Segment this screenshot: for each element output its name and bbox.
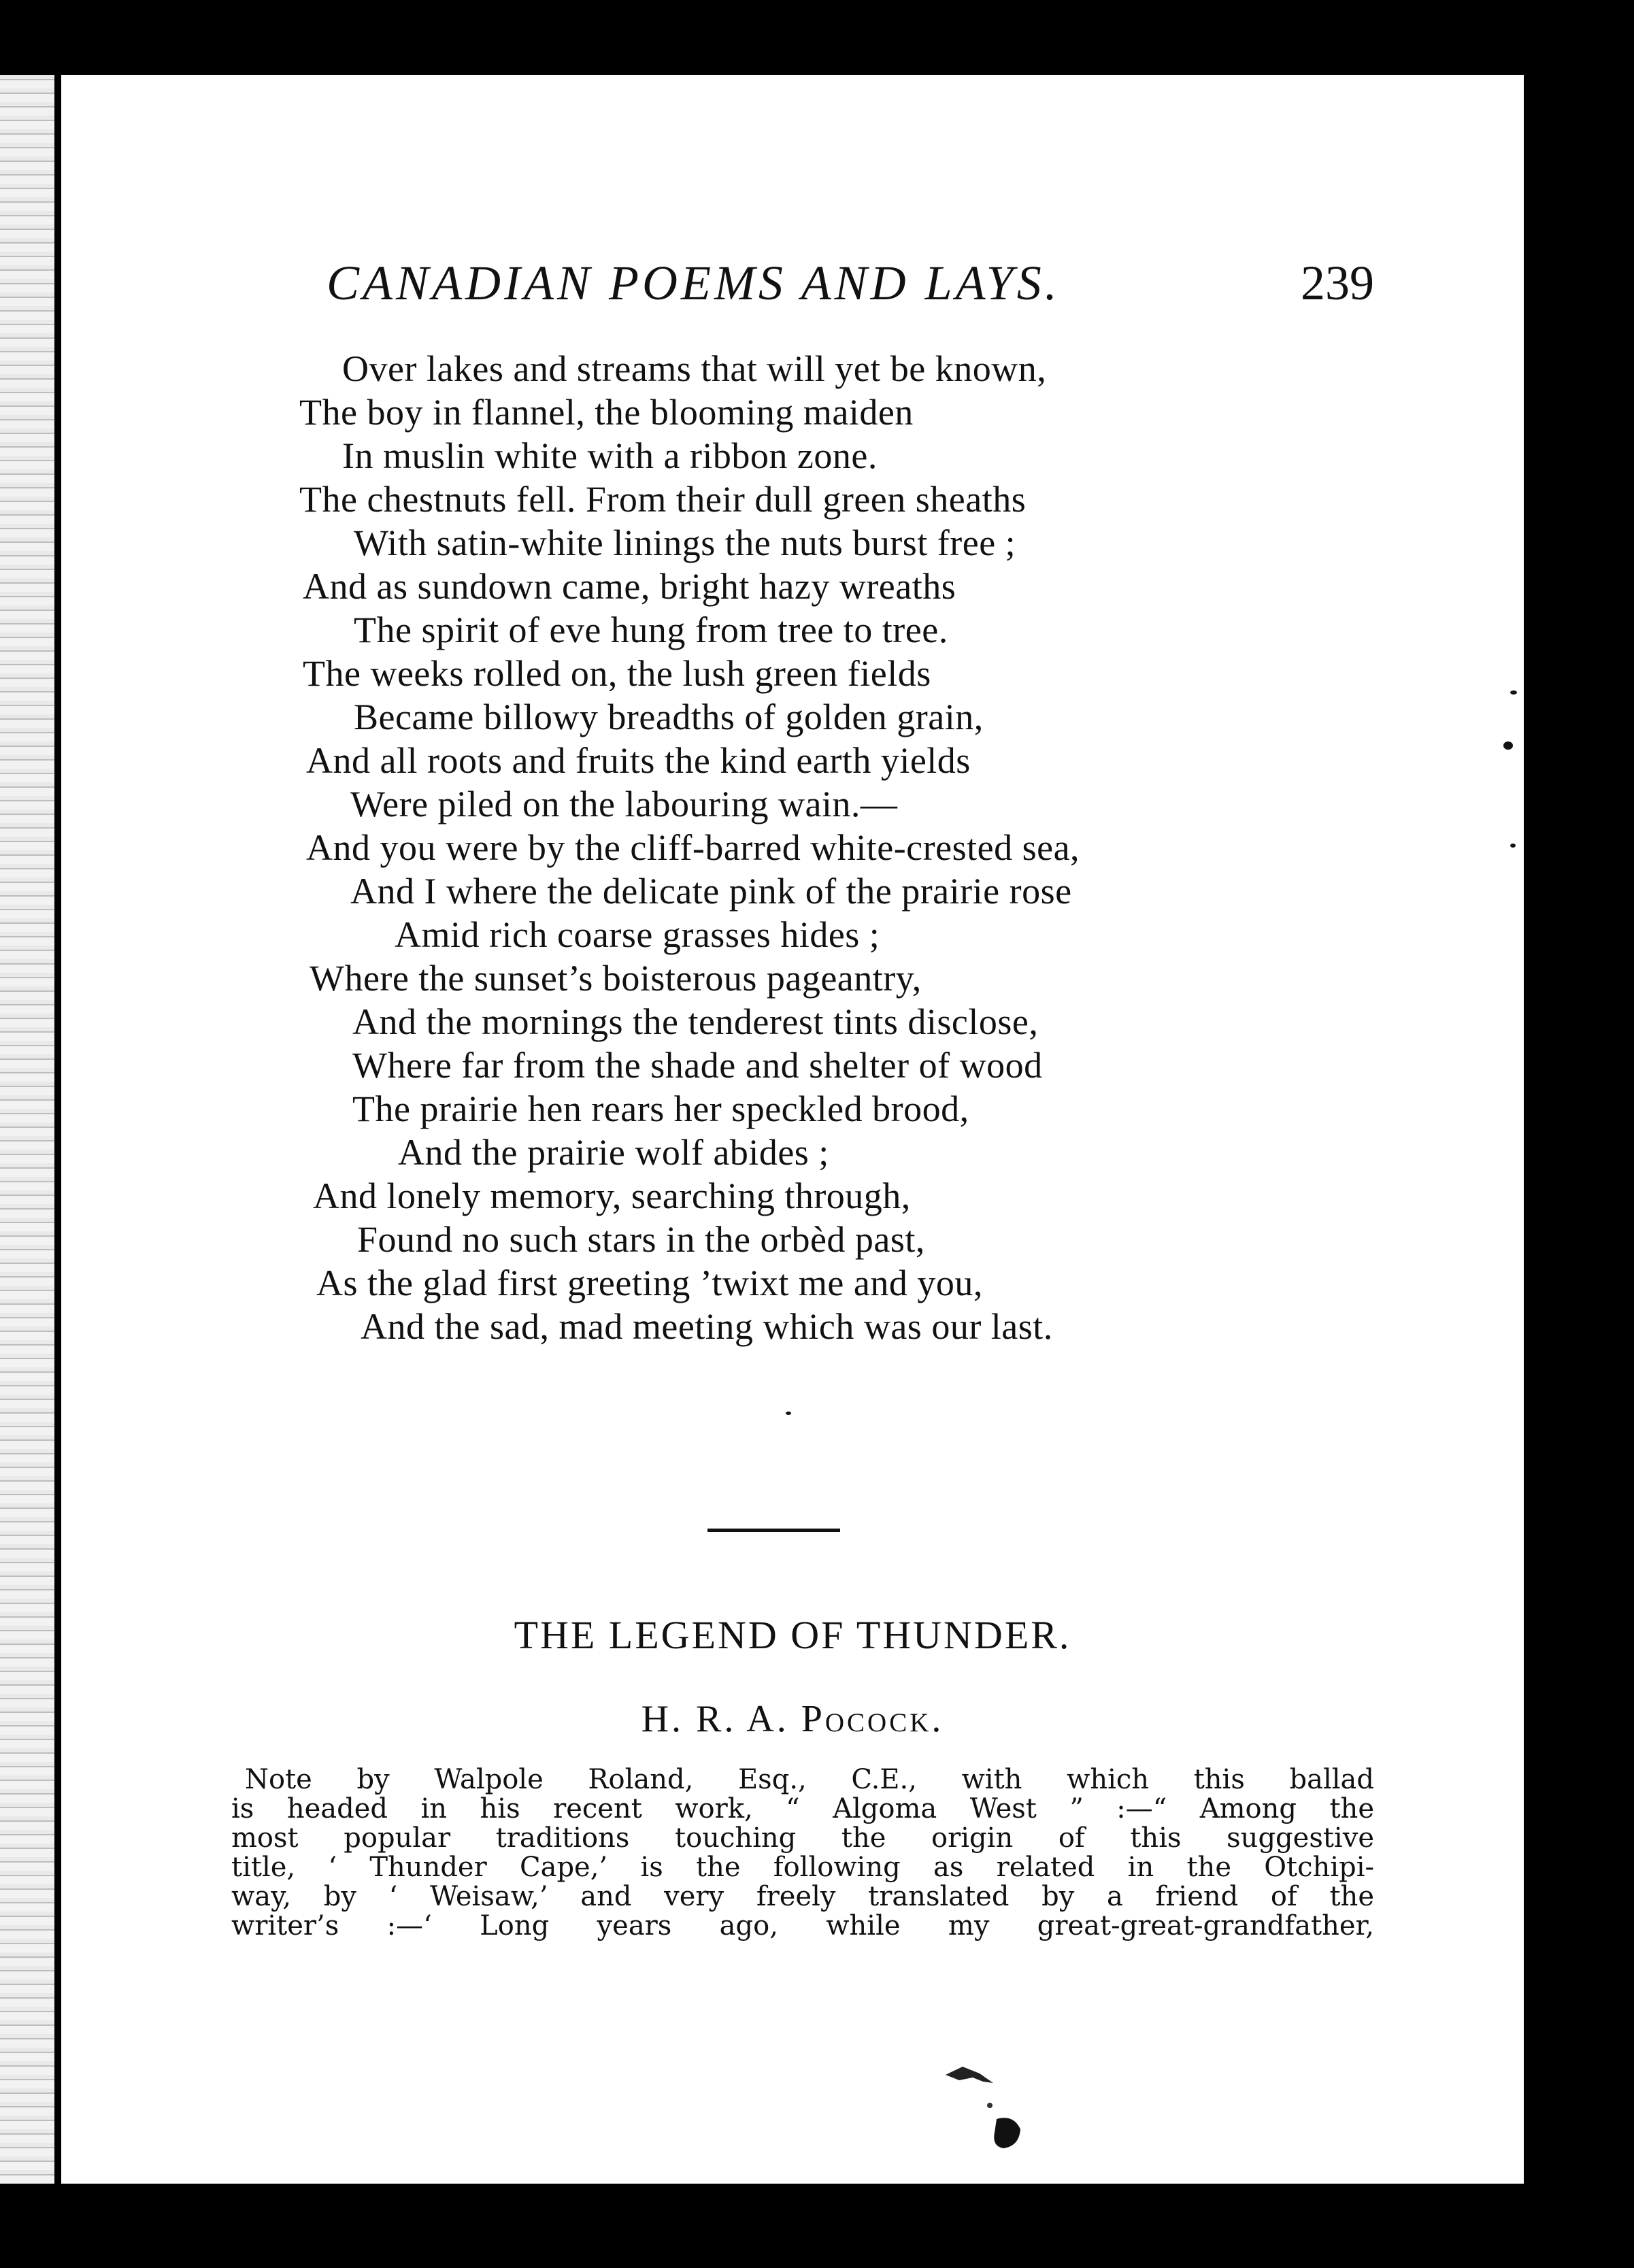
margin-speck [1503, 741, 1513, 750]
note-line: is headed in his recent work, “ Algoma West ” :—“ Among the [231, 1793, 1374, 1824]
poem-line: The chestnuts fell. From their dull green sheaths [299, 479, 1027, 520]
section-title: THE LEGEND OF THUNDER. [514, 1613, 1071, 1657]
margin-speck [786, 1412, 791, 1415]
note-line: writer’s :—‘ Long years ago, while my great-great-grandfather, [231, 1910, 1374, 1941]
note-line: Note by Walpole Roland, Esq., C.E., with which this ballad [245, 1764, 1374, 1795]
poem-line: Where far from the shade and shelter of wood [352, 1045, 1043, 1086]
page-number: 239 [1301, 256, 1374, 310]
margin-speck [1510, 844, 1516, 848]
poem-line: Became billowy breadths of golden grain, [354, 697, 984, 737]
poem-line: And the mornings the tenderest tints disclose, [352, 1001, 1039, 1042]
section-divider [707, 1529, 840, 1532]
poem-line: The spirit of eve hung from tree to tree. [354, 610, 948, 650]
poem-line: Over lakes and streams that will yet be known, [342, 348, 1047, 389]
poem-line: Found no such stars in the orbèd past, [357, 1219, 925, 1260]
poem-line: And all roots and fruits the kind earth yields [306, 740, 971, 781]
page-left-edge [0, 75, 54, 2184]
poem-line: Were piled on the labouring wain.— [350, 784, 898, 824]
book-page [61, 75, 1524, 2184]
poem-line: In muslin white with a ribbon zone. [342, 435, 878, 476]
poem-line: As the glad first greeting ’twixt me and you, [316, 1263, 983, 1303]
note-line: title, ‘ Thunder Cape,’ is the following as related in the Otchipi- [231, 1852, 1374, 1883]
running-head [327, 255, 1374, 337]
ink-blot-icon [932, 2054, 1054, 2177]
running-title: CANADIAN POEMS AND LAYS. [327, 256, 1061, 310]
note-line: most popular traditions touching the origin of this suggestive [231, 1822, 1374, 1854]
poem-line: With satin-white linings the nuts burst free ; [354, 522, 1016, 563]
poem-line: The weeks rolled on, the lush green fields [303, 653, 931, 694]
poem-line: And the sad, mad meeting which was our last. [361, 1306, 1053, 1347]
poem-line: And the prairie wolf abides ; [398, 1132, 829, 1173]
poem-line: And I where the delicate pink of the prairie rose [350, 871, 1072, 912]
margin-speck [1510, 690, 1517, 695]
author-byline: H. R. A. Pocock. [641, 1698, 944, 1740]
ink-blot-ornament [932, 2054, 1054, 2177]
note-line: way, by ‘ Weisaw,’ and very freely translated by a friend of the [231, 1881, 1374, 1912]
poem-line: And you were by the cliff-barred white-crested sea, [306, 827, 1080, 868]
poem-line: The boy in flannel, the blooming maiden [299, 392, 914, 433]
poem-line: Where the sunset’s boisterous pageantry, [310, 958, 922, 999]
poem-line: And lonely memory, searching through, [313, 1175, 911, 1216]
poem-line: And as sundown came, bright hazy wreaths [303, 566, 956, 607]
poem-line: The prairie hen rears her speckled brood, [352, 1088, 969, 1129]
poem-line: Amid rich coarse grasses hides ; [395, 914, 880, 955]
